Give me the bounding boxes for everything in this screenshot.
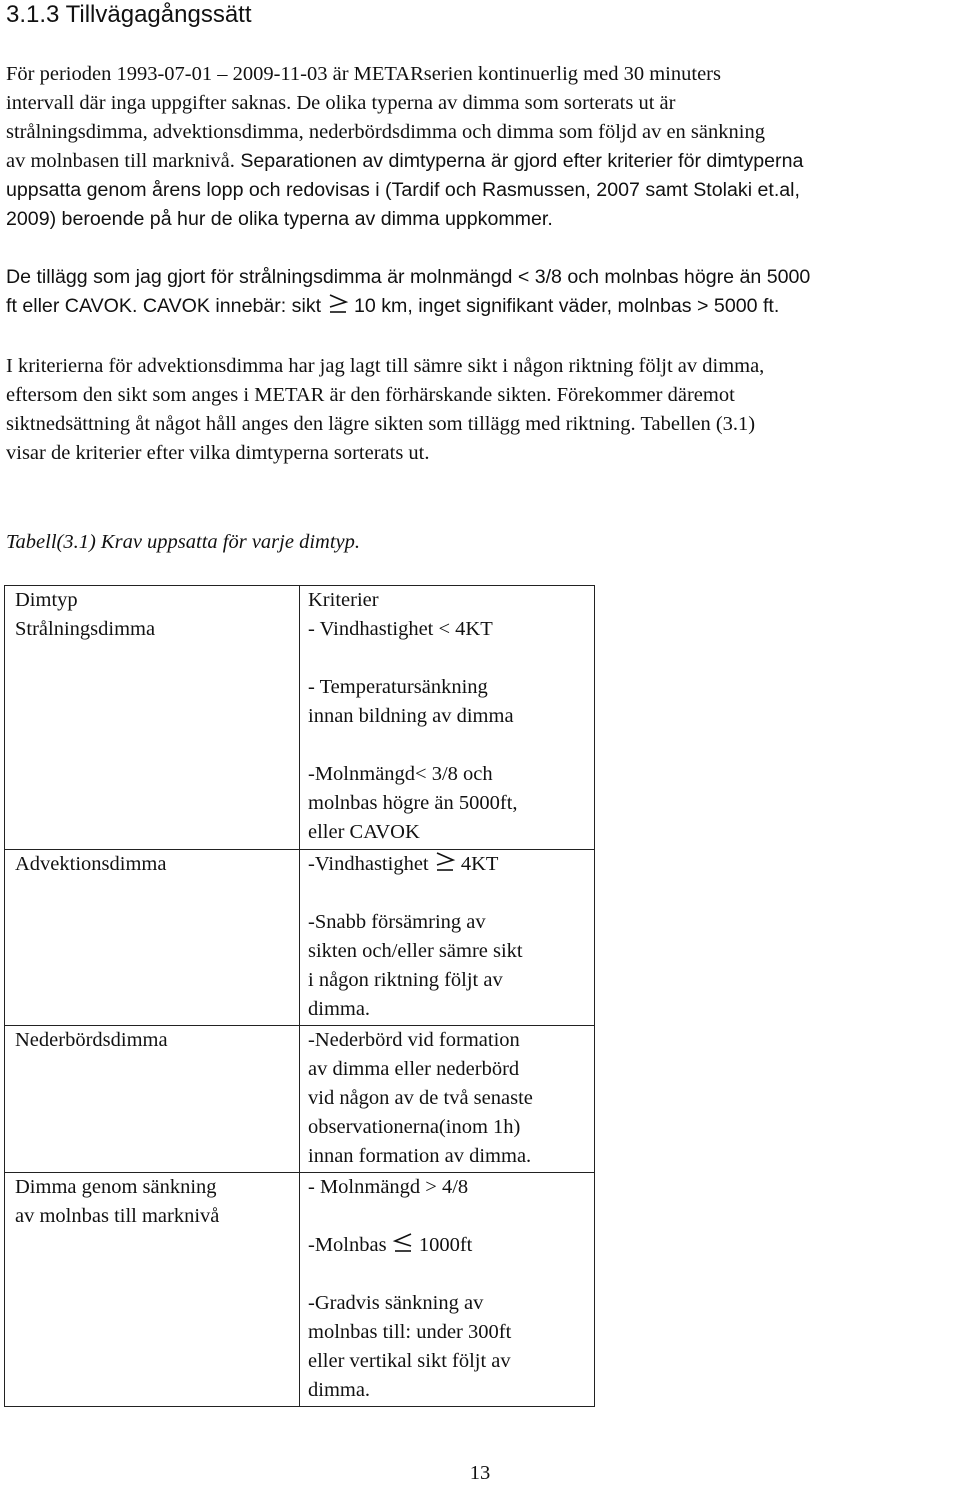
table-cell-type [5, 1025, 300, 1172]
criterion-line: eller CAVOK [308, 821, 420, 843]
text-segment: -Vindhastighet [308, 852, 434, 875]
type-label: Strålningsdimma [15, 618, 156, 640]
greater-or-equal-symbol [434, 850, 456, 872]
text-segment: 4KT [460, 852, 499, 875]
page-number: 13 [469, 1462, 491, 1484]
criterion-line: innan formation av dimma. [308, 1144, 532, 1167]
table-cell-criteria [300, 586, 595, 850]
table-row [5, 1025, 595, 1172]
text-segment: 1000ft [418, 1233, 473, 1256]
text-segment: ft eller CAVOK. CAVOK innebär: sikt [6, 295, 327, 317]
criterion-line: av dimma eller nederbörd [308, 1057, 520, 1080]
paragraph-additions [6, 263, 956, 321]
table-cell-criteria [300, 1172, 595, 1406]
table-row [5, 1172, 595, 1406]
criterion-line: molnbas till: under 300ft [308, 1320, 512, 1343]
section-heading: 3.1.3 Tillvägagångssätt [6, 1, 252, 28]
table-cell-criteria [300, 1025, 595, 1172]
text-line: intervall där inga uppgifter saknas. De olika typerna av dimma som sorterats ut är [6, 92, 676, 114]
table-cell-type [5, 1172, 300, 1406]
criterion-line: i någon riktning följt av [308, 968, 503, 991]
criterion-line: eller vertikal sikt följt av [308, 1349, 511, 1372]
text-line [6, 292, 956, 321]
criterion-line: - Molnmängd > 4/8 [308, 1175, 469, 1198]
criterion-line: -Gradvis sänkning av [308, 1291, 484, 1314]
table-row [5, 849, 595, 1025]
criterion-line: observationerna(inom 1h) [308, 1115, 521, 1138]
greater-or-equal-symbol [327, 292, 349, 314]
text-line: De tillägg som jag gjort för strålningsdimma är molnmängd < 3/8 och molnbas högre än 5000 [6, 266, 811, 288]
header-kriterier: Kriterier [308, 589, 379, 611]
criterion-line: vid någon av de två senaste [308, 1086, 533, 1109]
text-line [6, 147, 956, 176]
table-cell-type [5, 849, 300, 1025]
type-label: Nederbördsdimma [15, 1028, 168, 1051]
criterion-line: sikten och/eller sämre sikt [308, 939, 523, 962]
type-label: Advektionsdimma [15, 852, 167, 875]
header-dimtyp: Dimtyp [15, 589, 78, 611]
criterion-line: - Temperatursänkning [308, 676, 488, 698]
text-line: För perioden 1993-07-01 – 2009-11-03 är METARserien kontinuerlig med 30 minuters [6, 63, 721, 85]
text-line: eftersom den sikt som anges i METAR är den förhärskande sikten. Förekommer däremot [6, 384, 735, 406]
text-segment: Separationen av dimtyperna är gjord efter kriterier för dimtyperna [234, 150, 804, 172]
criterion-line: innan bildning av dimma [308, 705, 514, 727]
criterion-line: dimma. [308, 1378, 371, 1401]
criterion-line: - Vindhastighet < 4KT [308, 618, 493, 640]
text-line: visar de kriterier efter vilka dimtyperna sorterats ut. [6, 442, 430, 464]
text-segment: 10 km, inget signifikant väder, molnbas > 5000 ft. [348, 295, 780, 317]
text-line: strålningsdimma, advektionsdimma, nederbördsdimma och dimma som följd av en sänkning [6, 121, 765, 143]
less-or-equal-symbol [392, 1231, 414, 1253]
table-cell-type [5, 586, 300, 850]
paragraph-advection [6, 352, 956, 468]
criteria-table [4, 585, 595, 1407]
criterion-line: dimma. [308, 997, 371, 1020]
table-caption: Tabell(3.1) Krav uppsatta för varje dimtyp. [6, 531, 360, 553]
table-cell-criteria [300, 849, 595, 1025]
type-label: av molnbas till marknivå [15, 1204, 220, 1227]
table-row [5, 586, 595, 850]
text-line: uppsatta genom årens lopp och redovisas i (Tardif och Rasmussen, 2007 samt Stolaki et.al, [6, 179, 800, 201]
text-segment: av molnbasen till marknivå. [6, 150, 235, 172]
criterion-line [308, 850, 594, 879]
paragraph-intro [6, 60, 956, 234]
text-line: 2009) beroende på hur de olika typerna av dimma uppkommer. [6, 208, 553, 230]
text-line: siktnedsättning åt något håll anges den lägre sikten som tillägg med riktning. Tabellen (3.1) [6, 413, 756, 435]
criterion-line: -Molnmängd< 3/8 och [308, 763, 493, 785]
criterion-line [308, 1231, 594, 1260]
criterion-line: -Snabb försämring av [308, 910, 486, 933]
text-segment: -Molnbas [308, 1233, 392, 1256]
criterion-line: -Nederbörd vid formation [308, 1028, 520, 1051]
text-line: I kriterierna för advektionsdimma har jag lagt till sämre sikt i någon riktning följt av dimma, [6, 355, 765, 377]
criterion-line: molnbas högre än 5000ft, [308, 792, 518, 814]
type-label: Dimma genom sänkning [15, 1175, 217, 1198]
